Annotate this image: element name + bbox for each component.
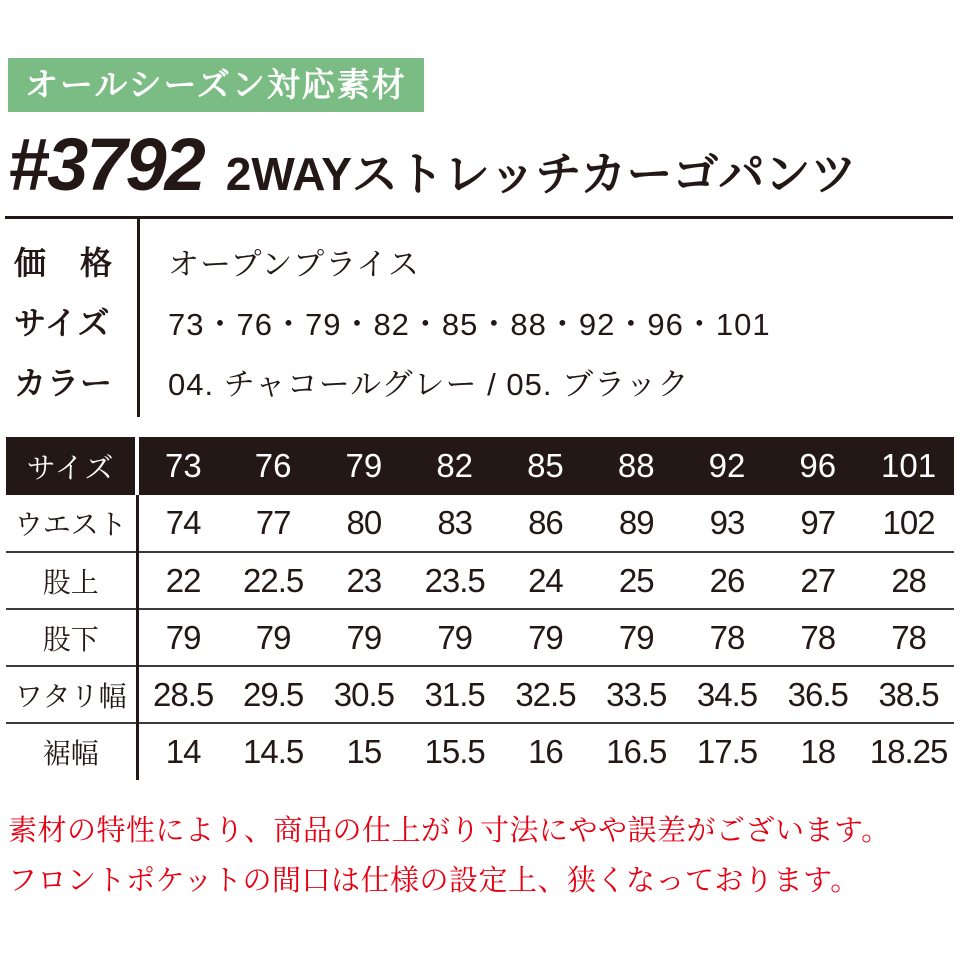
row-value: 31.5 (409, 666, 500, 723)
size-table-header (6, 437, 954, 495)
row-value: 36.5 (772, 666, 863, 723)
row-value: 27 (772, 552, 863, 609)
row-value: 18.25 (869, 733, 948, 770)
row-value: 28.5 (137, 666, 228, 723)
material-badge: オールシーズン対応素材 (8, 58, 424, 112)
row-value: 97 (772, 495, 863, 552)
size-header-value: 82 (409, 437, 500, 495)
row-value: 74 (137, 495, 228, 552)
row-value: 24 (500, 552, 591, 609)
row-label: ワタリ幅 (6, 666, 137, 723)
row-value: 83 (409, 495, 500, 552)
row-value: 79 (137, 609, 228, 666)
row-value: 22 (137, 552, 228, 609)
table-row (6, 723, 954, 780)
size-header-value: 73 (137, 437, 228, 495)
row-label: 裾幅 (6, 723, 137, 780)
size-table-header-row (6, 437, 954, 495)
row-value: 14.5 (243, 733, 304, 770)
row-value: 34.5 (682, 666, 773, 723)
size-header-value: 85 (500, 437, 591, 495)
row-value: 79 (409, 609, 500, 666)
row-value: 26 (682, 552, 773, 609)
table-row (6, 666, 954, 723)
row-value: 79 (228, 609, 319, 666)
info-section (0, 219, 960, 417)
table-row (6, 495, 954, 552)
info-row (0, 231, 960, 291)
row-value: 16.5 (606, 733, 667, 770)
row-value: 78 (772, 609, 863, 666)
row-value: 86 (500, 495, 591, 552)
row-value: 33.5 (591, 666, 682, 723)
row-value: 23 (319, 552, 410, 609)
info-value: オープンプライス (168, 246, 420, 282)
size-table (6, 437, 954, 780)
info-row (0, 351, 960, 411)
size-header-value: 76 (228, 437, 319, 495)
row-value: 16 (528, 733, 563, 770)
row-value: 102 (863, 495, 954, 552)
product-code: #3792 (8, 123, 204, 206)
info-label: 価 格 (14, 245, 114, 281)
row-value: 79 (591, 609, 682, 666)
table-row (6, 552, 954, 609)
row-label: ウエスト (6, 495, 137, 552)
row-value: 17.5 (696, 733, 758, 770)
table-row (6, 609, 954, 666)
row-value: 14 (165, 733, 201, 770)
info-value: 73・76・79・82・85・88・92・96・101 (168, 306, 771, 342)
row-value: 77 (228, 495, 319, 552)
notes-section (8, 806, 960, 906)
row-value: 28 (863, 552, 954, 609)
note-line: フロントポケットの間口は仕様の設定上、狭くなっております。 (8, 865, 860, 897)
row-value: 32.5 (500, 666, 591, 723)
title-row (8, 123, 960, 206)
row-value: 23.5 (409, 552, 500, 609)
size-header-label: サイズ (6, 437, 137, 495)
row-value: 89 (591, 495, 682, 552)
info-value: 04. チャコールグレー / 05. ブラック (168, 366, 690, 402)
row-value: 38.5 (863, 666, 954, 723)
row-value: 78 (682, 609, 773, 666)
row-label: 股下 (6, 609, 137, 666)
size-header-value: 101 (863, 437, 954, 495)
row-label: 股上 (6, 552, 137, 609)
row-value: 18 (800, 733, 836, 770)
row-value: 15 (346, 733, 382, 770)
row-value: 29.5 (228, 666, 319, 723)
row-value: 79 (500, 609, 591, 666)
row-value: 80 (319, 495, 410, 552)
info-row (0, 291, 960, 351)
row-value: 78 (863, 609, 954, 666)
row-value: 30.5 (319, 666, 410, 723)
size-header-value: 92 (682, 437, 773, 495)
size-header-value: 79 (319, 437, 410, 495)
row-value: 93 (682, 495, 773, 552)
note-line: 素材の特性により、商品の仕上がり寸法にやや誤差がございます。 (8, 815, 891, 847)
product-name: 2WAYストレッチカーゴパンツ (225, 148, 857, 200)
row-value: 25 (591, 552, 682, 609)
info-label: サイズ (14, 305, 111, 341)
size-header-value: 96 (772, 437, 863, 495)
size-header-value: 88 (591, 437, 682, 495)
row-value: 79 (319, 609, 410, 666)
row-value: 22.5 (228, 552, 319, 609)
row-value: 15.5 (424, 733, 485, 770)
size-table-body (6, 495, 954, 780)
info-label: カラー (14, 365, 114, 401)
